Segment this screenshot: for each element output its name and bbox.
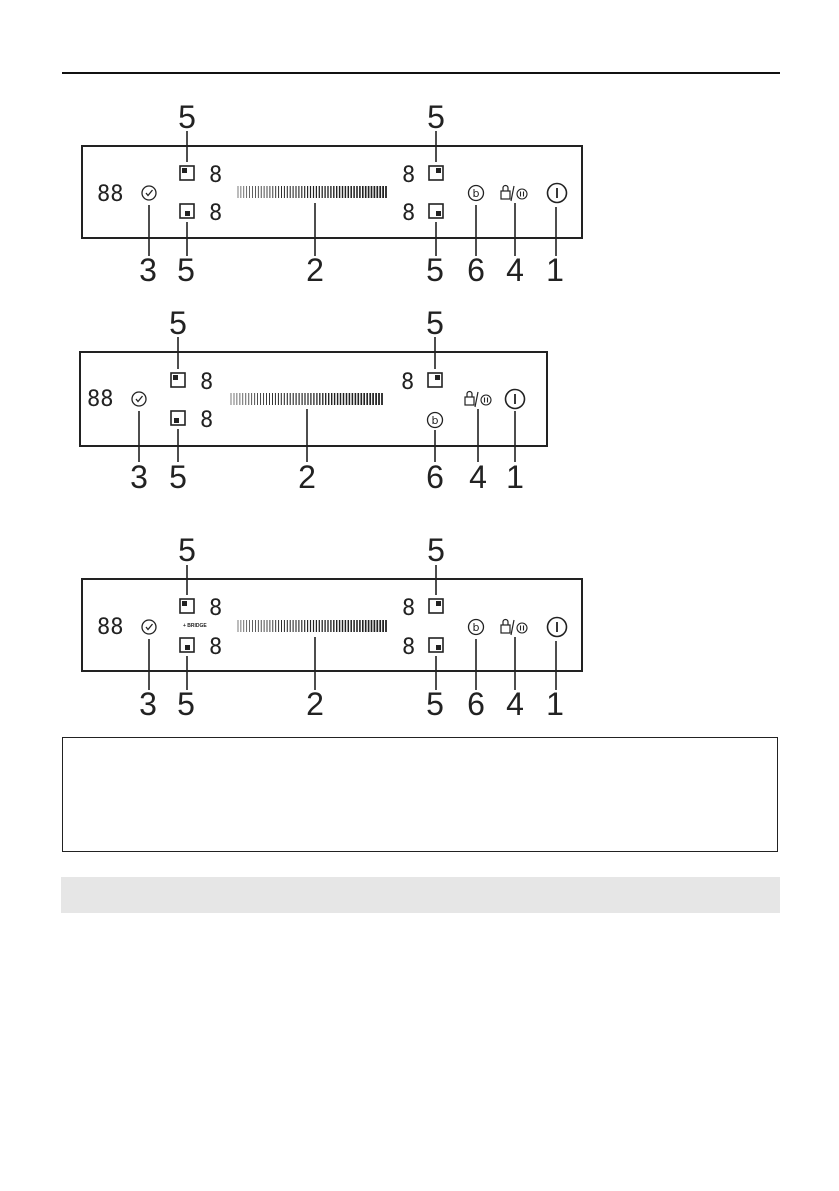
lock-pause-icon[interactable]: [465, 392, 491, 408]
zone-level-display: 8: [209, 163, 223, 188]
callout-number: 5: [177, 252, 195, 288]
lock-pause-icon[interactable]: [501, 186, 527, 202]
zone-key-rear-right[interactable]: [429, 204, 443, 218]
zone-level-display: 8: [209, 596, 223, 621]
callout-number: 5: [169, 459, 187, 495]
callout-number: 1: [506, 459, 524, 495]
svg-text:b: b: [431, 414, 439, 427]
panel-outline: [82, 146, 582, 238]
callout-number: 5: [178, 99, 196, 135]
callout-number: 4: [506, 686, 524, 722]
boost-b-icon[interactable]: [469, 620, 484, 635]
callout-number: 3: [139, 252, 157, 288]
callout-number: 4: [469, 459, 487, 495]
callout-number: 3: [130, 459, 148, 495]
panel-3: [82, 532, 582, 722]
timer-display: 88: [97, 615, 124, 640]
callout-number: 5: [426, 305, 444, 341]
callout-number: 2: [306, 252, 324, 288]
timer-check-icon[interactable]: [132, 392, 146, 406]
timer-display: 88: [87, 387, 114, 412]
timer-display: 88: [97, 182, 124, 207]
timer-check-icon[interactable]: [142, 186, 156, 200]
svg-text:b: b: [472, 187, 480, 200]
timer-check-icon[interactable]: [142, 620, 156, 634]
zone-key-front-left[interactable]: [180, 166, 194, 180]
zone-level-display: 8: [402, 596, 416, 621]
zone-key-front-left[interactable]: [180, 599, 194, 613]
callout-number: 1: [546, 686, 564, 722]
boost-b-icon[interactable]: [469, 186, 484, 201]
callout-number: 2: [306, 686, 324, 722]
callout-number: 1: [546, 252, 564, 288]
power-icon[interactable]: [506, 390, 525, 409]
bridge-label[interactable]: + BRIDGE: [183, 623, 207, 629]
callout-number: 5: [426, 252, 444, 288]
zone-key-rear-right[interactable]: [429, 638, 443, 652]
zone-level-display: 8: [402, 201, 416, 226]
section-heading-bar: [61, 877, 780, 913]
zone-key-front-right[interactable]: [428, 373, 442, 387]
callout-number: 2: [298, 459, 316, 495]
zone-level-display: 8: [209, 635, 223, 660]
callout-number: 5: [427, 99, 445, 135]
zone-key-rear-left[interactable]: [180, 638, 194, 652]
power-slider[interactable]: [238, 620, 386, 632]
callout-number: 5: [427, 532, 445, 568]
callout-number: 4: [506, 252, 524, 288]
callout-number: 6: [467, 686, 485, 722]
svg-text:b: b: [472, 621, 480, 634]
callout-number: 6: [426, 459, 444, 495]
info-box: [62, 737, 778, 852]
callout-number: 6: [467, 252, 485, 288]
callout-number: 5: [178, 532, 196, 568]
zone-key-front-left[interactable]: [171, 373, 185, 387]
callout-number: 5: [177, 686, 195, 722]
zone-key-front-right[interactable]: [429, 166, 443, 180]
zone-key-rear-left[interactable]: [171, 411, 185, 425]
callout-leaders: [139, 337, 515, 462]
panel-1: [82, 99, 582, 288]
zone-level-display: 8: [402, 635, 416, 660]
power-icon[interactable]: [548, 184, 567, 203]
lock-pause-icon[interactable]: [501, 620, 527, 636]
callout-number: 5: [169, 305, 187, 341]
zone-level-display: 8: [402, 163, 416, 188]
zone-level-display: 8: [401, 370, 415, 395]
zone-level-display: 8: [200, 370, 214, 395]
zone-level-display: 8: [209, 201, 223, 226]
panel-2: [80, 305, 547, 495]
callout-number: 3: [139, 686, 157, 722]
zone-key-front-right[interactable]: [429, 599, 443, 613]
power-slider[interactable]: [231, 393, 382, 405]
boost-b-icon[interactable]: [428, 413, 443, 428]
power-slider[interactable]: [238, 186, 386, 198]
zone-key-rear-left[interactable]: [180, 204, 194, 218]
power-icon[interactable]: [548, 618, 567, 637]
zone-level-display: 8: [200, 408, 214, 433]
callout-number: 5: [426, 686, 444, 722]
